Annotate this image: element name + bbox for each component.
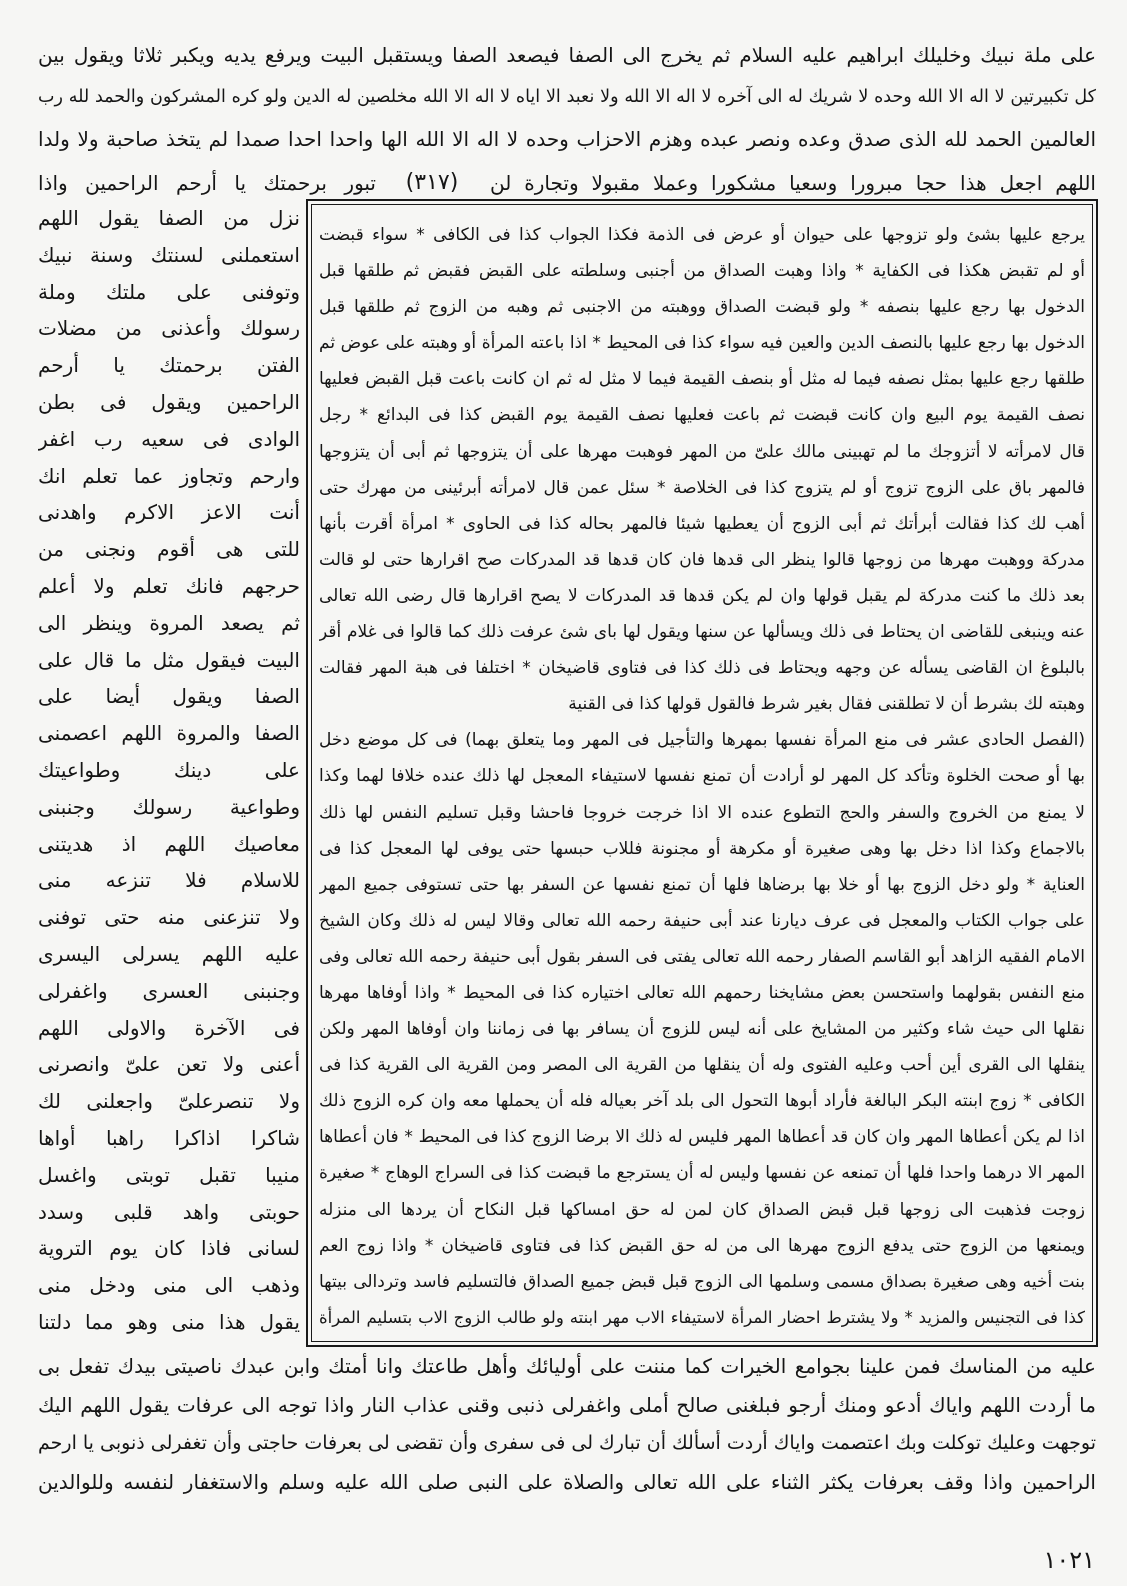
- frame-line: الدخول بها رجع عليها بنصفه * ولو قبضت الصداق ووهبته من الاجنبى ثم وهبه من الزوج ثم طلقها قبل: [319, 297, 1085, 318]
- frame-line: بعد ذلك ما كنت مدركة لم يقبل قولها وان لم يكن قدها قد المدركات لا يصح اقرارها قال رضى الله تعالى: [319, 585, 1085, 606]
- margin-line: فى الآخرة والاولى اللهم: [38, 1015, 300, 1040]
- margin-line: البيت فيقول مثل ما قال على: [38, 647, 300, 672]
- chapter-heading-line: (الفصل الحادى عشر فى منع المرأة نفسها بمهرها والتأجيل فى المهر وما يتعلق بهما) فى كل موضع دخل: [319, 730, 1085, 751]
- frame-line: الامام الفقيه الزاهد أبو القاسم الصفار رحمه الله تعالى يفتى فى السفر بقول أبى حنيفة رحمه الله تعالى وفى: [319, 946, 1085, 967]
- frame-line: مدركة ووهبت مهرها من زوجها قالوا ينظر الى قدها فان كان قدها قد المدركات صح اقرارها حتى لو قالت: [319, 549, 1085, 570]
- frame-line: نصف القيمة يوم البيع وان كانت قبضت ثم باعت فعليها نصف القيمة يوم القبض كذا فى البدائع * رجل: [319, 405, 1085, 426]
- bottom-line: الراحمين واذا وقف بعرفات يكثر الثناء على الله تعالى والصلاة على النبى صلى الله عليه وسلم والاستغفار لنفسه وللوالدين: [38, 1469, 1096, 1494]
- frame-line: نقلها الى حيث شاء وكثير من المشايخ على أنه ليس للزوج أن يسافر بها فى زماننا وان أوفاها المهر ولكن: [319, 1019, 1085, 1040]
- margin-line: الراحمين ويقول فى بطن: [38, 389, 300, 414]
- margin-line: الصفا والمروة اللهم اعصمنى: [38, 721, 300, 746]
- frame-line: بنت أخيه وهى صغيرة بصداق مسمى وسلمها الى الزوج قبل قبض جميع الصداق فالتسليم فاسد وتردالى بيتها: [319, 1271, 1085, 1292]
- margin-line: ثم يصعد المروة وينظر الى: [38, 610, 300, 635]
- frame-line: بالبلوغ ان القاضى يسأله عن وجهه ويحتاط فى ذلك كذا فى فتاوى قاضيخان * اختلفا فى هبة المهر فقالت: [319, 658, 1085, 679]
- margin-line: أعنى ولا تعن علىّ وانصرنى: [38, 1052, 300, 1077]
- frame-line: زوجت فذهبت الى زوجها قبل قبض الصداق كان لمن له حق امساكها قبل النكاح أن يردها الى منزله: [319, 1199, 1085, 1220]
- margin-line: وطواعية رسولك وجنبنى: [38, 794, 300, 819]
- frame-line: بها أو صحت الخلوة وتأكد كل المهر لو أرادت أن تمنع نفسها لاستيفاء المعجل لها ذلك عنده خلافا لهما وكذا: [319, 766, 1085, 787]
- margin-line: حوبتى واهد قلبى وسدد: [38, 1199, 300, 1224]
- bottom-margin-text: [38, 1347, 1096, 1501]
- frame-line: ويمنعها من الزوج حتى يدفع الزوج مهرها الى من له حق القبض كذا فى فتاوى قاضيخان * واذا زوج العم: [319, 1235, 1085, 1256]
- frame-line: العناية * ولو دخل الزوج بها أو خلا بها برضاها فلها أن تمنع نفسها عن السفر بها حتى تستوفى جميع المهر: [319, 874, 1085, 895]
- frame-line: المهر الا درهما واحدا فلها أن تمنعه عن نفسها وليس له أن يسترجع ما قبضت كذا فى السراج الوهاج * صغيرة: [319, 1163, 1085, 1184]
- page-number: (٣١٧): [405, 170, 459, 195]
- frame-line: بالاجماع وكذا اذا دخل بها وهى صغيرة أو مكرهة أو مجنونة فللاب حبسها حتى يوفى لها المعجل كذا فى: [319, 838, 1085, 859]
- margin-line: على دينك وطواعيتك: [38, 757, 300, 782]
- frame-line: أو لم تقبض هكذا فى الكفاية * واذا وهبت الصداق من أجنبى وسلطته على القبض فقبض ثم طلقها قبل: [319, 261, 1085, 282]
- top-line: اللهم اجعل هذا حجا مبرورا وسعيا مشكورا وعملا مقبولا وتجارة لن: [490, 171, 1096, 195]
- frame-line: فالمهر باق على الزوج تزوج أو لم يتزوج كذا فى الخلاصة * سئل عمن قال لامرأته أبرئينى من مهرك حتى: [319, 477, 1085, 498]
- margin-line: رسولك وأعذنى من مضلات: [38, 316, 300, 341]
- margin-line: للاسلام فلا تنزعه منى: [38, 868, 300, 893]
- bottom-line: توجهت وعليك توكلت وبك اعتصمت واياك أردت أسألك أن تبارك لى فى سفرى وأن تقضى لى بعرفات حاجتى وأن تغفرلى ذنوبى يا ارحم: [38, 1432, 1096, 1454]
- frame-line: الدخول بها رجع عليها بالنصف الدين والعين فيه سواء كذا فى المحيط * اذا باعته المرأة أو وهبته على عوض ثم: [319, 333, 1085, 354]
- margin-line: للتى هى أقوم ونجنى من: [38, 537, 300, 562]
- top-line: تبور برحمتك يا أرحم الراحمين واذا: [38, 171, 376, 195]
- frame-line: يرجع عليها بشئ ولو تزوجها على حيوان أو عرض فى الذمة فكذا الجواب كذا فى الكافى * سواء قبضت: [319, 225, 1085, 245]
- margin-line: الفتن برحمتك يا أرحم: [38, 353, 300, 378]
- margin-line: الصفا ويقول أيضا على: [38, 684, 300, 709]
- margin-line: وجنبنى العسرى واغفرلى: [38, 978, 300, 1003]
- margin-line: وذهب الى منى ودخل منى: [38, 1273, 300, 1298]
- frame-line: وهبته لك بشرط أن لا تطلقنى فقال بغير شرط فالقول قولها كذا فى القنية: [568, 694, 1085, 715]
- top-line: كل تكبيرتين لا اله الا الله وحده لا شريك له الى آخره لا اله الا الله ولا نعبد الا اياه لا اله الا الله مخلصين له الدين ولو كره المشركون والحمد لله رب: [38, 87, 1096, 107]
- main-text-body: [319, 217, 1085, 1336]
- margin-line: شاكرا اذاكرا راهبا أواها: [38, 1125, 300, 1150]
- margin-line: حرجهم فانك تعلم ولا أعلم: [38, 573, 300, 598]
- frame-line: اذا لم يكن أعطاها المهر وان كان قد أعطاها المهر فليس له ذلك الا برضا الزوج كذا فى المحيط * فان أعطاها: [319, 1127, 1085, 1148]
- margin-line: يقول هذا منى وهو مما دلتنا: [38, 1309, 300, 1334]
- top-line: على ملة نبيك وخليلك ابراهيم عليه السلام ثم يخرج الى الصفا فيصعد الصفا ويستقبل البيت ويرفع يديه ويكبر ثلاثا ويقول بين: [38, 43, 1096, 67]
- margin-line: لسانى فاذا كان يوم التروية: [38, 1236, 300, 1261]
- bottom-line: ما أردت اللهم واياك أدعو ومنك أرجو فبلغنى صالح أملى واغفرلى ذنبى وقنى عذاب النار واذا توجه الى عرفات يقول اللهم اليك: [38, 1392, 1096, 1417]
- margin-line: منيبا تقبل توبتى واغسل: [38, 1162, 300, 1187]
- margin-line: استعملنى لسنتك وسنة نبيك: [38, 242, 300, 267]
- frame-line: عنه وينبغى للقاضى ان يحتاط فى ذلك ويسألها عن سنها ويقول لها باى شئ عرفت ذلك كما قالوا فى غلام أقر: [319, 622, 1085, 643]
- frame-line: ينقلها الى القرى أين أحب وعليه الفتوى وله أن ينقلها من القرية الى المصر ومن القرية الى القرية كذا فى: [319, 1055, 1085, 1076]
- margin-line: الوادى فى سعيه رب اغفر: [38, 426, 300, 451]
- frame-line: منع النفس بقولهما واستحسن بعض مشايخنا رحمهم الله تعالى اختياره كذا فى المحيط * واذا أوفاها مهرها: [319, 982, 1085, 1003]
- margin-line: وتوفنى على ملتك وملة: [38, 279, 300, 304]
- main-text-frame: [306, 199, 1098, 1347]
- margin-line: أنت الاعز الاكرم واهدنى: [38, 500, 300, 525]
- margin-line: وارحم وتجاوز عما تعلم انك: [38, 463, 300, 488]
- margin-line: معاصيك اللهم اذ هديتنى: [38, 831, 300, 856]
- frame-line: طلقها رجع عليها بمثل نصفه فيما له مثل أو بنصف القيمة فيما لا مثل له ثم ان كانت باعت قبل القبض فعليها: [319, 369, 1085, 390]
- top-margin-text: [38, 34, 1096, 160]
- frame-line: لا يمنع من الخروج والسفر والحج التطوع عنده الا اذا خرجت خروجا فاحشا وقبل تسليم النفس لها ذلك: [319, 802, 1085, 823]
- margin-line: عليه اللهم يسرلى اليسرى: [38, 941, 300, 966]
- frame-line: قال لامرأته لا أتزوجك ما لم تهبينى مالك علىّ من المهر فوهبت مهرها على أن يتزوجها ثم أبى أن يتزوجها: [319, 441, 1085, 462]
- side-margin-text: [38, 200, 300, 1341]
- frame-line: على جواب الكتاب والمعجل فى عرف ديارنا عند أبى حنيفة رحمه الله تعالى وقالا ليس له ذلك وكان الشيخ: [319, 910, 1085, 931]
- frame-line: أهب لك كذا فقالت أبرأتك ثم أبى الزوج أن يعطيها شيئا فالمهر بحاله كذا فى الحاوى * امرأة أقرت بأنها: [319, 513, 1085, 534]
- folio-number: ١٠٢١: [1043, 1546, 1095, 1574]
- frame-line: كذا فى التجنيس والمزيد * ولا يشترط احضار المرأة لاستيفاء الاب مهر ابنته ولو طالب الزوج الاب بتسليم المرأة: [319, 1307, 1085, 1327]
- top-line: العالمين الحمد لله الذى صدق وعده ونصر عبده وهزم الاحزاب وحده لا اله الا الله الها واحدا احدا صمدا لم يتخذ صاحبة ولا ولدا: [38, 127, 1096, 151]
- bottom-line: عليه من المناسك فمن علينا بجوامع الخيرات كما مننت على أوليائك وأهل طاعتك وانا أمتك وابن عبدك ناصيتى بيدك تفعل بى: [38, 1354, 1096, 1378]
- frame-line: الكافى * زوج ابنته البكر البالغة فأراد أبوها التحول الى بلد آخر بعياله فله أن يحملها معه وان كره الزوج ذلك: [319, 1091, 1085, 1112]
- margin-line: ولا تنزعنى منه حتى توفنى: [38, 905, 300, 930]
- margin-line: نزل من الصفا يقول اللهم: [38, 206, 300, 230]
- margin-line: ولا تنصرعلىّ واجعلنى لك: [38, 1089, 300, 1114]
